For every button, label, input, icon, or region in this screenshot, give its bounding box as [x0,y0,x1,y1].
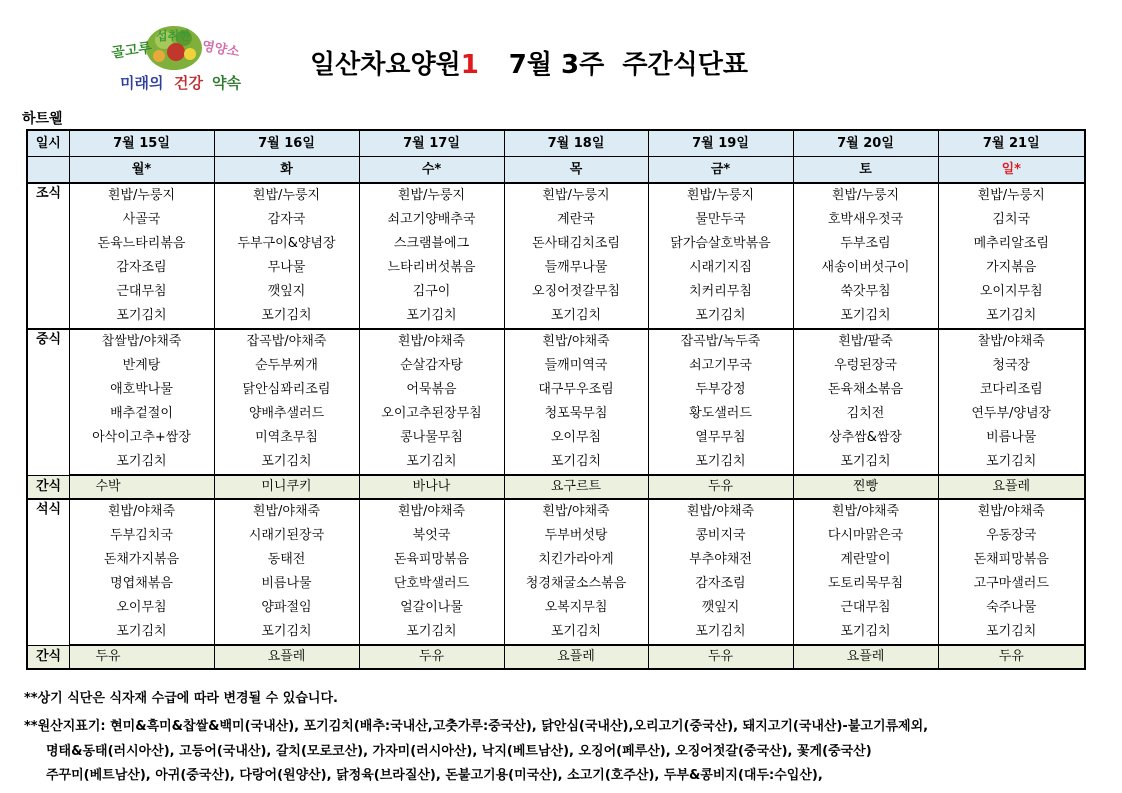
meal-row [27,450,1085,475]
menu-item: 흰밥/야채죽 [938,499,1085,524]
menu-item: 포기김치 [648,450,793,475]
menu-item: 시래기된장국 [214,524,359,548]
menu-item: 돈사태김치조림 [504,232,648,256]
menu-item: 쑥갓무침 [793,280,938,304]
menu-item: 흰밥/누룽지 [504,183,648,208]
menu-item: 열무무침 [648,426,793,450]
menu-item: 반계탕 [69,354,214,378]
snack-item: 요구르트 [504,475,648,499]
menu-item: 애호박나물 [69,378,214,402]
snack-item: 수박 [69,475,214,499]
meal-row [27,548,1085,572]
menu-item: 우렁된장국 [793,354,938,378]
meal-row [27,304,1085,329]
menu-item: 흰밥/누룽지 [69,183,214,208]
menu-item: 동태전 [214,548,359,572]
weekday-label [27,157,69,184]
menu-item: 돈육피망볶음 [359,548,504,572]
menu-item: 아삭이고추+쌈장 [69,426,214,450]
meal-row [27,208,1085,232]
menu-item: 계란말이 [793,548,938,572]
meal-row [27,596,1085,620]
menu-item: 도토리묵무침 [793,572,938,596]
menu-item: 북엇국 [359,524,504,548]
menu-item: 순두부찌개 [214,354,359,378]
menu-item: 깻잎지 [648,596,793,620]
svg-text:약속: 약속 [212,74,241,92]
menu-item: 잡곡밥/야채죽 [214,329,359,354]
menu-item: 단호박샐러드 [359,572,504,596]
menu-item: 흰밥/야채죽 [504,499,648,524]
title-label: 주간식단표 [622,50,748,80]
svg-text:골고루: 골고루 [110,40,153,62]
snack-row [27,645,1085,669]
menu-item: 쇠고기양배추국 [359,208,504,232]
meal-row [27,256,1085,280]
menu-item: 포기김치 [938,304,1085,329]
menu-item: 들깨무나물 [504,256,648,280]
menu-item: 청경채굴소스볶음 [504,572,648,596]
menu-item: 비름나물 [214,572,359,596]
menu-item: 스크램블에그 [359,232,504,256]
menu-item: 쇠고기무국 [648,354,793,378]
snack-item: 요플레 [793,645,938,669]
menu-item: 연두부/양념장 [938,402,1085,426]
menu-item: 계란국 [504,208,648,232]
menu-item: 들깨미역국 [504,354,648,378]
date-cell: 7월 16일 [214,130,359,157]
snack-item: 바나나 [359,475,504,499]
menu-item: 청국장 [938,354,1085,378]
menu-item: 오이무침 [69,596,214,620]
menu-item: 흰밥/누룽지 [648,183,793,208]
snack-item: 두유 [648,475,793,499]
menu-item: 코다리조림 [938,378,1085,402]
menu-item: 김치전 [793,402,938,426]
menu-item: 사골국 [69,208,214,232]
weekday-cell: 화 [214,157,359,184]
menu-item: 포기김치 [504,304,648,329]
menu-item: 부추야채전 [648,548,793,572]
weekday-cell: 금* [648,157,793,184]
menu-item: 흰밥/야채죽 [648,499,793,524]
menu-item: 포기김치 [214,304,359,329]
menu-item: 흰밥/누룽지 [214,183,359,208]
menu-item: 순살감자탕 [359,354,504,378]
meal-row [27,524,1085,548]
menu-item: 오이무침 [504,426,648,450]
menu-item: 명엽채볶음 [69,572,214,596]
note-origin-1: **원산지표기: 현미&흑미&찹쌀&백미(국내산), 포기김치(배추:국내산,고춧가루:중국산), 닭안심(국내산),오리고기(중국산), 돼지고기(국내산)-불고기류제외, [24,719,929,734]
menu-item: 포기김치 [214,450,359,475]
menu-item: 감자조림 [69,256,214,280]
menu-item: 포기김치 [69,450,214,475]
note-origin-3: 주꾸미(베트남산), 아귀(중국산), 다랑어(원양산), 닭정육(브라질산), 돈불고기용(미국산), 소고기(호주산), 두부&콩비지(대두:수입산), [46,768,823,783]
menu-item: 닭가슴살호박볶음 [648,232,793,256]
menu-item: 배추겉절이 [69,402,214,426]
menu-item: 흰밥/팥죽 [793,329,938,354]
menu-item: 무나물 [214,256,359,280]
menu-item: 물만두국 [648,208,793,232]
menu-table [26,129,1086,670]
menu-item: 흰밥/누룽지 [938,183,1085,208]
date-cell: 7월 17일 [359,130,504,157]
meal-label: 조식 [27,183,69,329]
snack-item: 요플레 [938,475,1085,499]
menu-item: 닭안심꽈리조림 [214,378,359,402]
snack-item: 찐빵 [793,475,938,499]
menu-item: 오이지무침 [938,280,1085,304]
menu-item: 콩나물무침 [359,426,504,450]
date-cell: 7월 18일 [504,130,648,157]
menu-item: 가지볶음 [938,256,1085,280]
snack-item: 요플레 [214,645,359,669]
menu-item: 포기김치 [214,620,359,645]
menu-item: 흰밥/누룽지 [793,183,938,208]
title-number: 1 [460,50,479,80]
menu-item: 두부조림 [793,232,938,256]
menu-item: 돈채피망볶음 [938,548,1085,572]
menu-item: 두부김치국 [69,524,214,548]
snack-item: 두유 [648,645,793,669]
weekday-cell: 월* [69,157,214,184]
meal-label: 중식 [27,329,69,475]
meal-row [27,378,1085,402]
menu-item: 대구무우조림 [504,378,648,402]
menu-item: 근대무침 [793,596,938,620]
menu-item: 흰밥/야채죽 [214,499,359,524]
meal-row [27,402,1085,426]
menu-item: 포기김치 [504,450,648,475]
menu-item: 포기김치 [648,620,793,645]
snack-item: 두유 [359,645,504,669]
menu-item: 흰밥/야채죽 [504,329,648,354]
weekday-cell: 수* [359,157,504,184]
menu-item: 돈육느타리볶음 [69,232,214,256]
snack-label: 간식 [27,475,69,499]
meal-label: 석식 [27,499,69,645]
menu-item: 포기김치 [793,450,938,475]
menu-item: 근대무침 [69,280,214,304]
menu-item: 포기김치 [359,450,504,475]
menu-item: 흰밥/야채죽 [69,499,214,524]
menu-item: 포기김치 [69,620,214,645]
menu-item: 김치국 [938,208,1085,232]
menu-item: 두부구이&양념장 [214,232,359,256]
meal-row [27,183,1085,208]
weekday-row [27,157,1085,184]
menu-item: 돈채가지볶음 [69,548,214,572]
menu-item: 양파절임 [214,596,359,620]
menu-item: 돈육채소볶음 [793,378,938,402]
menu-item: 두부강정 [648,378,793,402]
svg-text:섭취한: 섭취한 [156,29,191,43]
menu-item: 콩비지국 [648,524,793,548]
menu-item: 오이고추된장무침 [359,402,504,426]
menu-item: 포기김치 [938,450,1085,475]
meal-row [27,620,1085,645]
title-week: 7월 3주 [508,50,605,80]
page-title [310,44,748,81]
menu-item: 다시마맑은국 [793,524,938,548]
meal-row [27,354,1085,378]
menu-item: 포기김치 [504,620,648,645]
menu-item: 포기김치 [359,620,504,645]
date-cell: 7월 21일 [938,130,1085,157]
svg-text:미래의: 미래의 [120,74,164,92]
meal-row [27,280,1085,304]
menu-item: 느타리버섯볶음 [359,256,504,280]
snack-row [27,475,1085,499]
weekday-cell: 토 [793,157,938,184]
menu-item: 청포묵무침 [504,402,648,426]
menu-item: 흰밥/야채죽 [359,329,504,354]
svg-text:영양소: 영양소 [200,39,241,61]
logo [104,18,244,100]
menu-item: 깻잎지 [214,280,359,304]
weekday-cell: 목 [504,157,648,184]
svg-text:건강: 건강 [174,74,203,92]
snack-label: 간식 [27,645,69,669]
menu-item: 황도샐러드 [648,402,793,426]
menu-item: 오징어젓갈무침 [504,280,648,304]
weekday-cell: 일* [938,157,1085,184]
menu-item: 포기김치 [938,620,1085,645]
note-origin-2: 명태&동태(러시아산), 고등어(국내산), 갈치(모로코산), 가자미(러시아산), 낙지(베트남산), 오징어(페루산), 오징어젓갈(중국산), 꽃게(중국산) [46,744,872,759]
menu-item: 얼갈이나물 [359,596,504,620]
menu-item: 호박새우젓국 [793,208,938,232]
menu-item: 오복지무침 [504,596,648,620]
menu-item: 치커리무침 [648,280,793,304]
menu-item: 찹쌀밥/야채죽 [69,329,214,354]
menu-item: 미역초무침 [214,426,359,450]
menu-item: 감자국 [214,208,359,232]
title-name: 일산차요양원 [310,50,461,80]
menu-item: 숙주나물 [938,596,1085,620]
date-cell: 7월 20일 [793,130,938,157]
menu-item: 시래기지짐 [648,256,793,280]
date-cell: 7월 19일 [648,130,793,157]
menu-item: 새송이버섯구이 [793,256,938,280]
meal-row [27,329,1085,354]
snack-item: 요플레 [504,645,648,669]
menu-item: 두부버섯탕 [504,524,648,548]
menu-item: 찰밥/야채죽 [938,329,1085,354]
date-cell: 7월 15일 [69,130,214,157]
menu-item: 포기김치 [648,304,793,329]
menu-item: 고구마샐러드 [938,572,1085,596]
snack-item: 미니쿠키 [214,475,359,499]
menu-item: 포기김치 [69,304,214,329]
meal-row [27,572,1085,596]
vendor-name: 하트웰 [22,111,63,127]
menu-item: 메추리알조림 [938,232,1085,256]
menu-item: 포기김치 [359,304,504,329]
snack-item: 두유 [69,645,214,669]
menu-item: 비름나물 [938,426,1085,450]
menu-item: 치킨가라아게 [504,548,648,572]
menu-item: 포기김치 [793,304,938,329]
snack-item: 두유 [938,645,1085,669]
note-change: **상기 식단은 식자재 수급에 따라 변경될 수 있습니다. [24,691,338,706]
menu-item: 잡곡밥/녹두죽 [648,329,793,354]
menu-item: 우동장국 [938,524,1085,548]
menu-item: 양배추샐러드 [214,402,359,426]
menu-item: 어묵볶음 [359,378,504,402]
menu-item: 상추쌈&쌈장 [793,426,938,450]
meal-row [27,499,1085,524]
meal-row [27,426,1085,450]
menu-item: 흰밥/야채죽 [359,499,504,524]
menu-item: 흰밥/누룽지 [359,183,504,208]
menu-item: 흰밥/야채죽 [793,499,938,524]
menu-item: 감자조림 [648,572,793,596]
date-row [27,130,1085,157]
menu-item: 포기김치 [793,620,938,645]
date-label: 일시 [27,130,69,157]
menu-item: 김구이 [359,280,504,304]
meal-row [27,232,1085,256]
